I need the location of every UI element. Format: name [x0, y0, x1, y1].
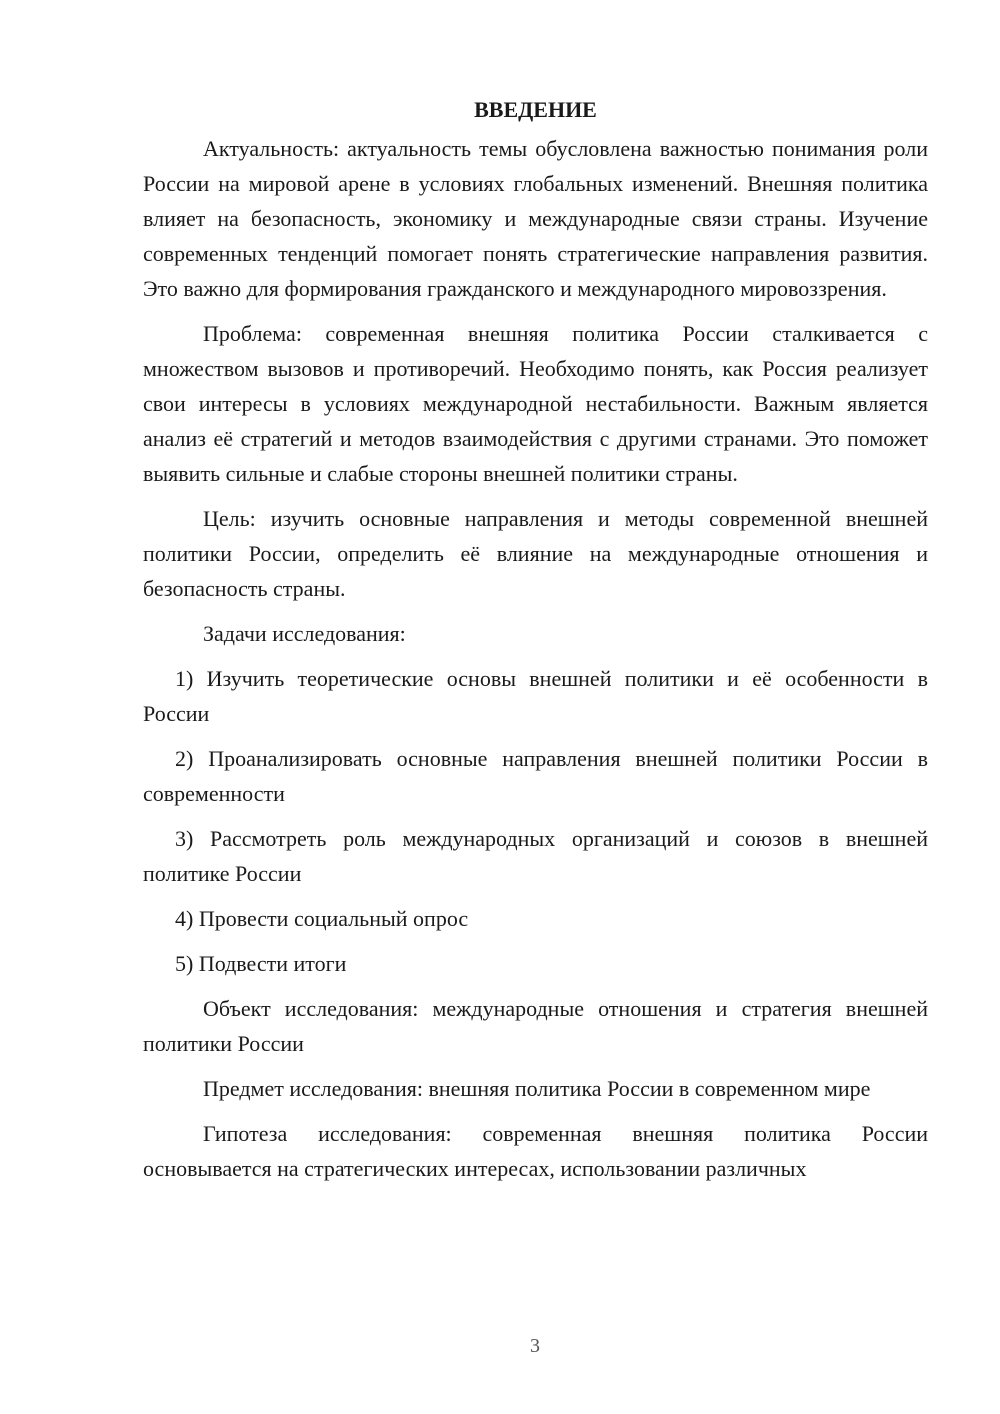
paragraph-goal: Цель: изучить основные направления и методы современной внешней политики России, определить её влияние на международные отношения и безопасность страны. [143, 506, 928, 601]
paragraph-hypothesis: Гипотеза исследования: современная внешняя политика России основывается на стратегических интересах, использовании различных [143, 1121, 928, 1181]
task-item-2: 2) Проанализировать основные направления внешней политики России в современности [143, 746, 928, 806]
section-title: ВВЕДЕНИЕ [474, 97, 597, 122]
paragraph-relevance: Актуальность: актуальность темы обусловлена важностью понимания роли России на мировой арене в условиях глобальных изменений. Внешняя политика влияет на безопасность, экономику и международные связи страны. Изучение современных тенденций помогает понять стратегические направления развития. Это важно для формирования гражданского и международного мировоззрения. [143, 136, 928, 301]
task-item-4: 4) Провести социальный опрос [175, 906, 469, 931]
document-page [143, 92, 928, 1196]
task-item-1: 1) Изучить теоретические основы внешней политики и её особенности в России [143, 666, 928, 726]
paragraph-object: Объект исследования: международные отношения и стратегия внешней политики России [143, 996, 928, 1056]
paragraph-subject: Предмет исследования: внешняя политика России в современном мире [203, 1076, 871, 1101]
paragraph-problem: Проблема: современная внешняя политика России сталкивается с множеством вызовов и противоречий. Необходимо понять, как Россия реализует свои интересы в условиях международной нестабильности. Важным является анализ её стратегий и методов взаимодействия с другими странами. Это поможет выявить сильные и слабые стороны внешней политики страны. [143, 321, 928, 486]
page-number: 3 [530, 1335, 540, 1357]
paragraph-tasks-heading: Задачи исследования: [203, 621, 406, 646]
task-item-3: 3) Рассмотреть роль международных организаций и союзов в внешней политике России [143, 826, 928, 886]
task-item-5: 5) Подвести итоги [175, 951, 347, 976]
